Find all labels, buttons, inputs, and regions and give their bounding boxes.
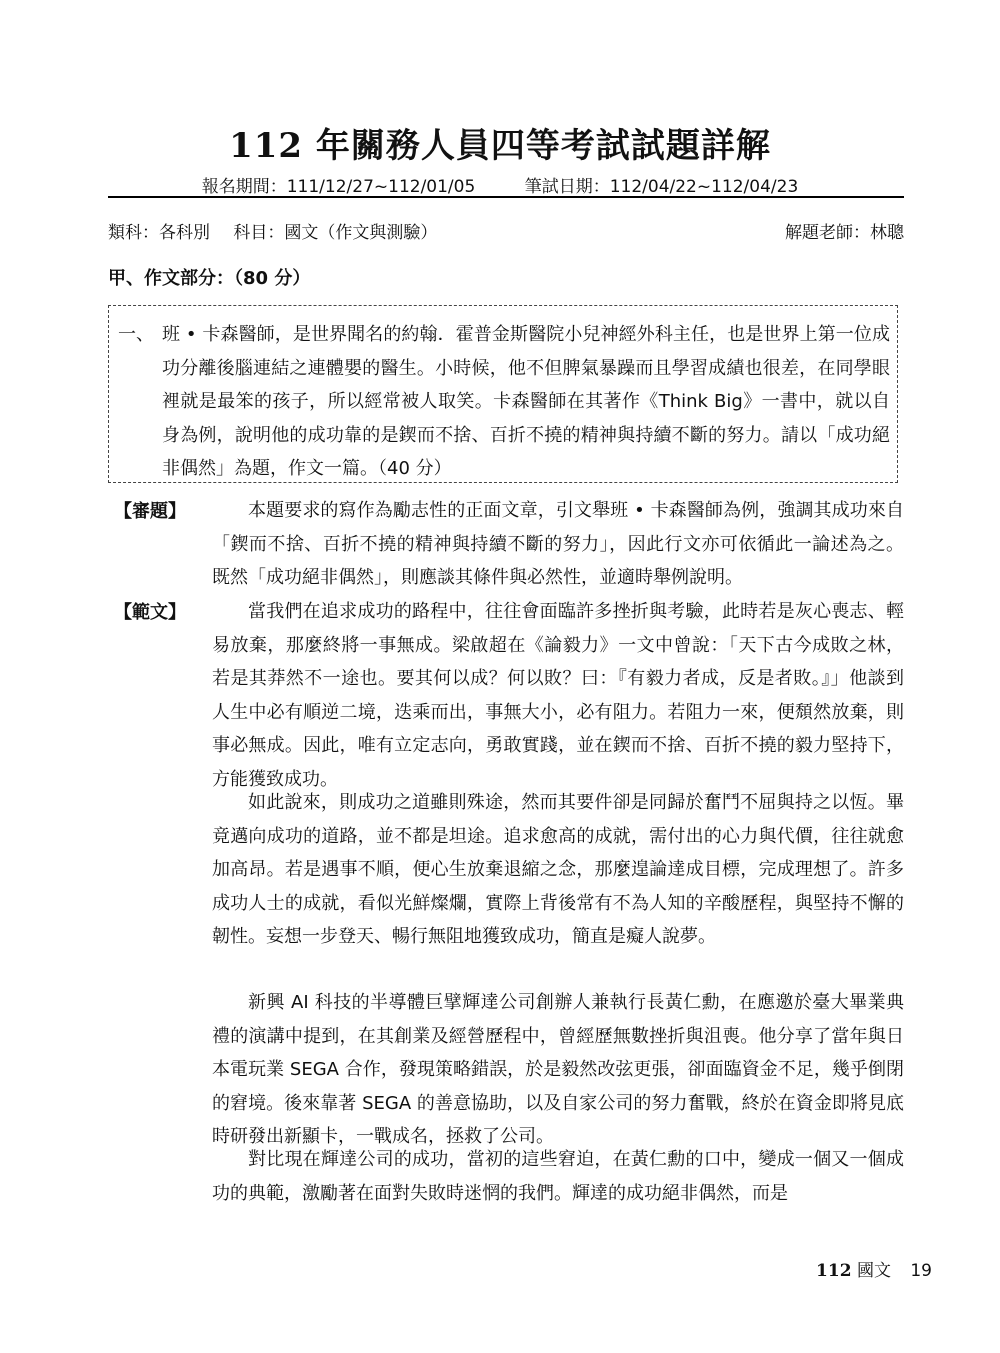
header-divider xyxy=(108,196,904,198)
page-number: 19 xyxy=(910,1261,932,1281)
registration-period: 報名期間：111/12/27~112/01/05 xyxy=(201,177,476,197)
page-footer xyxy=(816,1256,932,1281)
essay-paragraph: 對比現在輝達公司的成功，當初的這些窘迫，在黃仁勳的口中，變成一個又一個成功的典範，激勵著在面對失敗時迷惘的我們。輝達的成功絕非偶然，而是 xyxy=(212,1149,904,1204)
exam-meta xyxy=(108,218,904,242)
subject-label: 科目：國文（作文與測驗） xyxy=(233,223,438,243)
question-text: 班 • 卡森醫師，是世界聞名的約翰．霍普金斯醫院小兒神經外科主任，也是世界上第一位成功分離後腦連結之連體嬰的醫生。小時候，他不但脾氣暴躁而且學習成績也很差，在同學眼裡就是最笨的孩子，所以經常被人取笑。卡森醫師在其著作《Think Big》一書中，就以自身為例，說明他的成功靠的是鍥而不捨、百折不撓的精神與持續不斷的努力。請以「成功絕非偶然」為題，作文一篇。（40 分） xyxy=(162,324,890,479)
essay-tag: 【範文】 xyxy=(114,602,186,623)
exam-dates xyxy=(0,172,1000,197)
footer-subject: 國文 xyxy=(856,1261,891,1281)
essay-paragraph: 當我們在追求成功的路程中，往往會面臨許多挫折與考驗，此時若是灰心喪志、輕易放棄，那麼終將一事無成。梁啟超在《論毅力》一文中曾說：「天下古今成敗之林，若是其莽然不一途也。要其何以成？何以敗？曰：『有毅力者成，反是者敗。』」他談到人生中必有順逆二境，迭乘而出，事無大小，必有阻力。若阻力一來，便頹然放棄，則事必無成。因此，唯有立定志向，勇敢實踐，並在鍥而不捨、百折不撓的毅力堅持下，方能獲致成功。 xyxy=(212,601,904,790)
teacher-label: 解題老師：林聰 xyxy=(785,223,904,243)
page-title: 112 年關務人員四等考試試題詳解 xyxy=(229,126,771,166)
exam-date: 筆試日期：112/04/22~112/04/23 xyxy=(524,177,799,197)
analysis-tag: 【審題】 xyxy=(114,501,186,522)
essay-paragraph: 如此說來，則成功之道雖則殊途，然而其要件卻是同歸於奮鬥不屈與持之以恆。畢竟邁向成功的道路，並不都是坦途。追求愈高的成就，需付出的心力與代價，往往就愈加高昂。若是遇事不順，便心生放棄退縮之念，那麼遑論達成目標，完成理想了。許多成功人士的成就，看似光鮮燦爛，實際上背後常有不為人知的辛酸歷程，與堅持不懈的韌性。妄想一步登天、暢行無阻地獲致成功，簡直是癡人說夢。 xyxy=(212,792,904,947)
question-number: 一、 xyxy=(118,324,154,345)
footer-book-number: 112 xyxy=(816,1261,852,1281)
meta-left xyxy=(108,218,437,243)
section-heading: 甲、作文部分：（80 分） xyxy=(108,268,311,289)
category-label: 類科：各科別 xyxy=(108,223,210,243)
essay-paragraph: 新興 AI 科技的半導體巨擘輝達公司創辦人兼執行長黃仁勳，在應邀於臺大畢業典禮的演講中提到，在其創業及經營歷程中，曾經歷無數挫折與沮喪。他分享了當年與日本電玩業 SEGA 合作，發現策略錯誤，於是毅然改弦更張，卻面臨資金不足，幾乎倒閉的窘境。後來靠著 SEGA 的善意協助，以及自家公司的努力奮戰，終於在資金即將見底時研發出新顯卡，一戰成名，拯救了公司。 xyxy=(212,992,904,1147)
analysis-text: 本題要求的寫作為勵志性的正面文章，引文舉班 • 卡森醫師為例，強調其成功來自「鍥而不捨、百折不撓的精神與持續不斷的努力」，因此行文亦可依循此一論述為之。既然「成功絕非偶然」，則應談其條件與必然性，並適時舉例說明。 xyxy=(212,500,904,588)
